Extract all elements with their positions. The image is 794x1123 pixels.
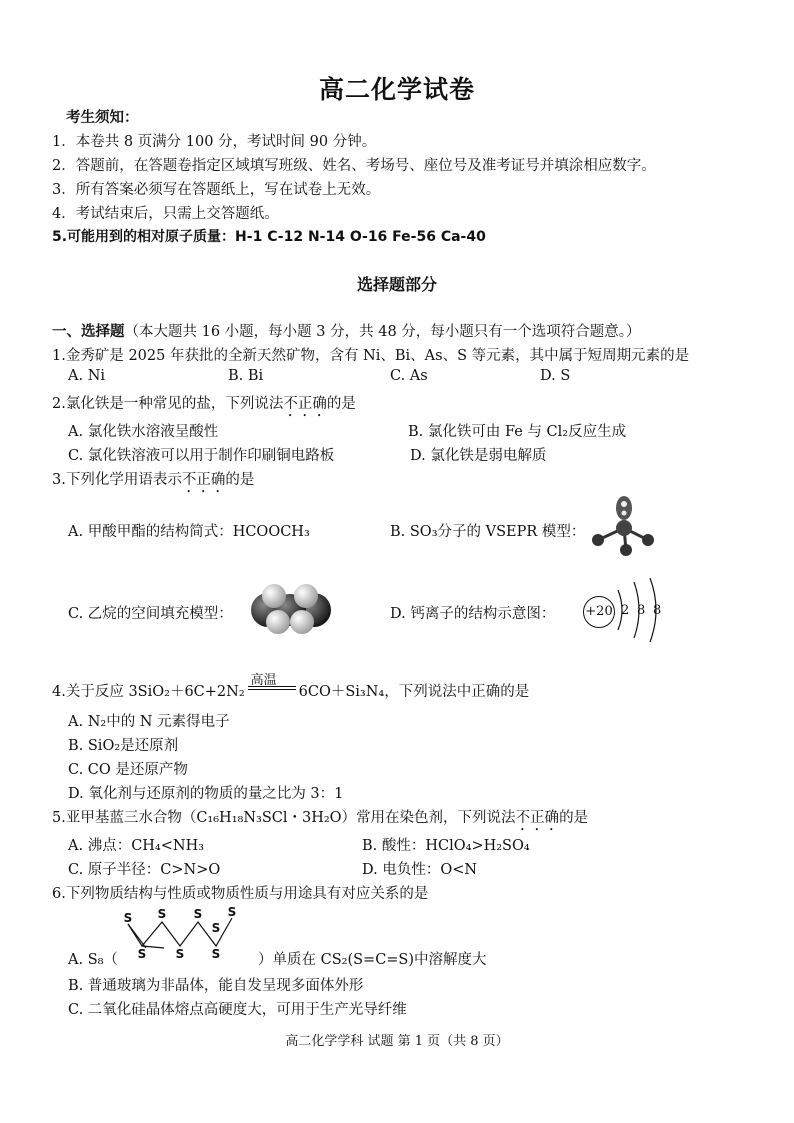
q6-option-a-post: ）单质在 CS₂(S=C=S)中溶解度大 (258, 952, 487, 968)
q5-option-c: C. 原子半径：C>N>O (68, 862, 221, 878)
q3-option-d: D. 钙离子的结构示意图： (390, 606, 556, 622)
notice-item-2: 2．答题前，在答题卷指定区域填写班级、姓名、考场号、座位号及准考证号并填涂相应数字。 (52, 158, 656, 174)
q3-option-a: A. 甲酸甲酯的结构简式：HCOOCH₃ (68, 524, 310, 540)
q6-option-c: C. 二氧化硅晶体熔点高硬度大，可用于生产光导纤维 (68, 1002, 407, 1018)
q1-option-b: B. Bi (228, 368, 264, 384)
q4-stem (52, 673, 530, 701)
so3-vsepr-model-image (586, 490, 666, 560)
ca-shell-3: 8 (653, 603, 662, 618)
s8-atom-4: S (175, 947, 185, 961)
s8-atom-1: S (123, 911, 133, 925)
q5-stem (52, 806, 588, 834)
notice-item-1: 1．本卷共 8 页满分 100 分，考试时间 90 分钟。 (52, 134, 377, 150)
s8-atom-3: S (157, 907, 167, 921)
q4-condition: 高温 (250, 673, 277, 688)
q2-option-c: C. 氯化铁溶液可以用于制作印刷铜电路板 (68, 448, 335, 464)
q5-option-a: A. 沸点：CH₄<NH₃ (68, 838, 205, 854)
q2-stem-post: 的是 (326, 396, 356, 412)
q4-stem-pre: 4.关于反应 3SiO₂＋6C+2N₂ (52, 684, 245, 700)
part1-desc: （本大题共 16 小题，每小题 3 分，共 48 分，每小题只有一个选项符合题意。） (124, 324, 641, 340)
q5-stem-emphasis: 不正确 (515, 810, 560, 826)
notice-item-4: 4．考试结束后，只需上交答题纸。 (52, 206, 279, 222)
q2-option-b: B. 氯化铁可由 Fe 与 Cl₂反应生成 (408, 424, 627, 440)
q3-option-c: C. 乙烷的空间填充模型： (68, 606, 233, 622)
section-title: 选择题部分 (356, 275, 437, 294)
q2-option-a: A. 氯化铁水溶液呈酸性 (68, 424, 219, 440)
q4-reaction-arrow (248, 673, 296, 700)
q4-stem-post: 6CO＋Si₃N₄，下列说法中正确的是 (298, 684, 530, 700)
part1-header (52, 320, 641, 341)
q3-stem-emphasis: 不正确 (181, 472, 226, 488)
s8-atom-6: S (211, 947, 221, 961)
q1-option-a: A. Ni (68, 368, 106, 384)
notice-heading: 考生须知： (66, 110, 139, 126)
q3-stem-post: 的是 (225, 472, 255, 488)
ethane-space-filling-image (250, 580, 332, 640)
q2-stem-pre: 2.氯化铁是一种常见的盐，下列说法 (52, 396, 284, 412)
q1-option-d: D. S (540, 368, 571, 384)
s8-atom-8: S (211, 921, 221, 935)
q3-stem (52, 468, 254, 496)
s8-atom-2: S (137, 947, 147, 961)
page-footer: 高二化学学科 试题 第 1 页（共 8 页） (285, 1034, 509, 1049)
q4-option-c: C. CO 是还原产物 (68, 762, 188, 778)
notice-item-5: 5.可能用到的相对原子质量：H-1 C-12 N-14 O-16 Fe-56 Ca-40 (52, 229, 486, 245)
q2-stem (52, 392, 356, 420)
q2-option-d: D. 氯化铁是弱电解质 (410, 448, 547, 464)
ca-shell-1: 2 (621, 603, 630, 618)
ca-nucleus: +20 (583, 596, 615, 628)
q3-stem-pre: 3.下列化学用语表示 (52, 472, 182, 488)
q5-option-d: D. 电负性：O<N (362, 862, 478, 878)
ca-shell-2: 8 (637, 603, 646, 618)
q4-option-a: A. N₂中的 N 元素得电子 (68, 714, 230, 730)
q5-stem-post: 的是 (559, 810, 589, 826)
q5-option-b: B. 酸性：HClO₄>H₂SO₄ (362, 838, 530, 854)
q6-option-b: B. 普通玻璃为非晶体，能自发呈现多面体外形 (68, 978, 364, 994)
s8-atom-5: S (193, 907, 203, 921)
q2-stem-emphasis: 不正确 (283, 396, 327, 412)
q6-option-a-pre: A. S₈（ (68, 952, 118, 968)
s8-atom-7: S (227, 905, 237, 919)
q1-option-c: C. As (390, 368, 428, 384)
q5-stem-pre: 5.亚甲基蓝三水合物（C₁₆H₁₈N₃SCl・3H₂O）常用在染色剂，下列说法 (52, 810, 516, 826)
q4-option-b: B. SiO₂是还原剂 (68, 738, 179, 754)
s8-crown-structure-image (112, 904, 258, 964)
notice-item-3: 3．所有答案必须写在答题纸上，写在试卷上无效。 (52, 182, 381, 198)
part1-label: 一、选择题 (52, 324, 125, 340)
page-title: 高二化学试卷 (318, 75, 475, 104)
q6-stem: 6.下列物质结构与性质或物质性质与用途具有对应关系的是 (52, 886, 429, 902)
q3-option-b: B. SO₃分子的 VSEPR 模型： (390, 524, 586, 540)
q1-stem: 1.金秀矿是 2025 年获批的全新天然矿物，含有 Ni、Bi、As、S 等元素，其中属于短周期元素的是 (52, 348, 690, 364)
q4-option-d: D. 氧化剂与还原剂的物质的量之比为 3：1 (68, 786, 344, 802)
